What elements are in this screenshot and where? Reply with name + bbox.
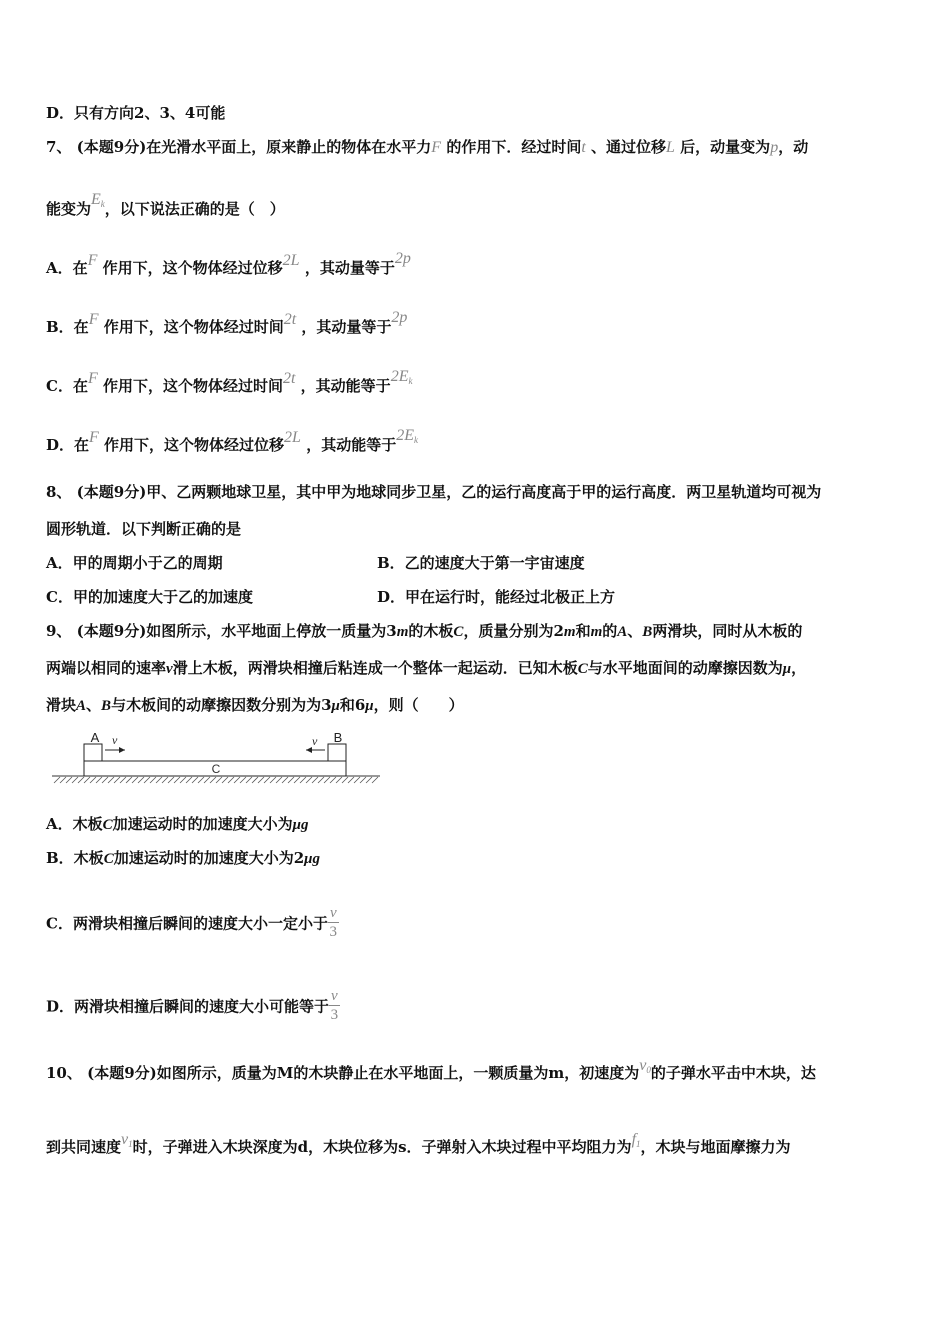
- q9-option-a: A．木板C加速运动时的加速度大小为μg: [46, 815, 309, 833]
- q7-option-b: B．在F 作用下，这个物体经过时间2t ，其动量等于2p: [46, 309, 408, 336]
- q9-stem-line1: 9、 (本题9分)如图所示，水平地面上停放一质量为3m的木板C，质量分别为2m和m的A、B两滑块，同时从木板的: [46, 622, 803, 640]
- q7-option-a: A．在F 作用下，这个物体经过位移2L ，其动量等于2p: [46, 250, 411, 277]
- q7-option-d: D．在F 作用下，这个物体经过位移2L ，其动能等于$2E_k$: [46, 427, 418, 454]
- fraction-v-over-3: $\frac{v}{3}$: [329, 905, 338, 940]
- q10-stem-line1: 10、 (本题9分)如图所示，质量为M的木块静止在水平地面上，一颗质量为m，初速度为$v_0$的子弹水平击中木块，达: [46, 1057, 816, 1082]
- q8-option-a: A．甲的周期小于乙的周期: [46, 554, 223, 572]
- q7-stem-line2: 能变为$E_k$，以下说法正确的是（ ）: [46, 191, 285, 218]
- velocity-a-label: v: [112, 733, 118, 747]
- board-c-label: C: [211, 762, 221, 776]
- q7-option-c: C．在F 作用下，这个物体经过时间2t ，其动能等于$2E_k$: [46, 368, 413, 395]
- q10-stem-line2: 到共同速度$v_1$时，子弹进入木块深度为d，木块位移为s．子弹射入木块过程中平均阻力为$f_1$，木块与地面摩擦力为: [46, 1131, 791, 1156]
- q9-option-b: B．木板C加速运动时的加速度大小为2μg: [46, 849, 320, 867]
- q9-diagram: [50, 728, 382, 786]
- q8-stem-line2: 圆形轨道．以下判断正确的是: [46, 520, 242, 538]
- block-b: [328, 744, 346, 761]
- q8-option-c: C．甲的加速度大于乙的加速度: [46, 588, 253, 606]
- block-a-label: A: [90, 730, 100, 745]
- q7-stem-line1: 7、 (本题9分)在光滑水平面上，原来静止的物体在水平力F 的作用下．经过时间t 、通过位移L 后，动量变为p，动: [46, 138, 809, 156]
- arrow-b-head: [306, 747, 312, 753]
- q9-option-d: D．两滑块相撞后瞬间的速度大小可能等于 $\frac{v}{3}$: [46, 988, 339, 1023]
- ground-hatch: [54, 777, 378, 783]
- velocity-b-label: v: [312, 734, 318, 748]
- block-b-label: B: [333, 730, 343, 745]
- q8-option-d: D．甲在运行时，能经过北极正上方: [377, 588, 616, 606]
- block-a: [84, 744, 102, 761]
- q6-option-d: D．只有方向2、3、4可能: [46, 104, 226, 122]
- q8-option-b: B．乙的速度大于第一宇宙速度: [377, 554, 585, 572]
- arrow-a-head: [119, 747, 125, 753]
- q9-stem-line2: 两端以相同的速率v滑上木板，两滑块相撞后粘连成一个整体一起运动．已知木板C与水平地面间的动摩擦因数为μ，: [46, 659, 807, 677]
- fraction-v-over-3: $\frac{v}{3}$: [330, 988, 339, 1023]
- q9-stem-line3: 滑块A、B与木板间的动摩擦因数分别为为3μ和6μ，则（ ）: [46, 696, 464, 714]
- q8-stem-line1: 8、 (本题9分)甲、乙两颗地球卫星，其中甲为地球同步卫星，乙的运行高度高于甲的运行高度．两卫星轨道均可视为: [46, 483, 822, 501]
- q9-option-c: C．两滑块相撞后瞬间的速度大小一定小于 $\frac{v}{3}$: [46, 905, 338, 940]
